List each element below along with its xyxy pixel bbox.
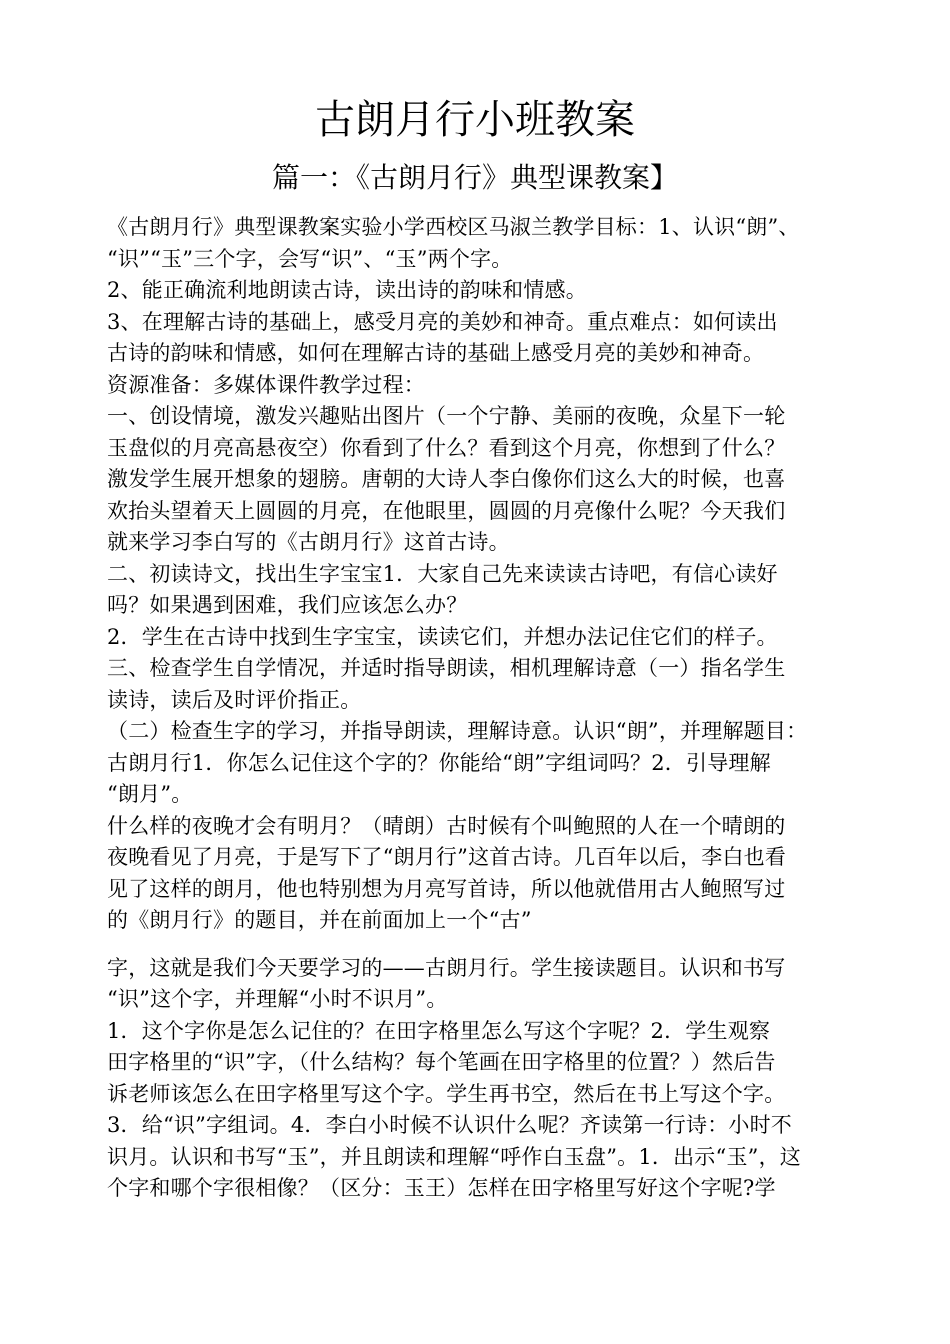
text-line: 田字格里的“识”字，（什么结构？每个笔画在田字格里的位置？）然后告 [107,1050,776,1074]
paragraph-gap [107,937,857,953]
text-line: 激发学生展开想象的翅膀。唐朝的大诗人李白像你们这么大的时候，也喜 [107,467,786,491]
text-line: 欢抬头望着天上圆圆的月亮，在他眼里，圆圆的月亮像什么呢？今天我们 [107,498,786,523]
text-line: 见了这样的朗月，他也特别想为月亮写首诗，所以他就借用古人鲍照写过 [107,876,786,901]
text-line: 读诗，读后及时评价指正。 [107,687,362,712]
text-line: 2．学生在古诗中找到生字宝宝，读读它们，并想办法记住它们的样子。 [107,624,778,649]
text-line: 3、在理解古诗的基础上，感受月亮的美妙和神奇。重点难点：如何读出 [107,309,778,334]
text-line: 三、检查学生自学情况，并适时指导朗读，相机理解诗意（一）指名学生 [107,656,786,680]
text-line: 资源准备：多媒体课件教学过程： [107,372,425,397]
text-line: 1．这个字你是怎么记住的？在田字格里怎么写这个字呢？2．学生观察 [107,1018,771,1043]
text-line: 什么样的夜晚才会有明月？（晴朗）古时候有个叫鲍照的人在一个晴朗的 [107,813,786,838]
text-line: 古朗月行1．你怎么记住这个字的？你能给“朗”字组词吗？2．引导理解 [107,750,771,775]
text-line: “识”“玉”三个字，会写“识”、“玉”两个字。 [107,246,513,271]
text-line: “识”这个字，并理解“小时不识月”。 [107,987,448,1011]
text-line: 个字和哪个字很相像？（区分：玉王）怎样在田字格里写好这个字呢?学 [107,1176,776,1200]
document-title: 古朗月行小班教案 [315,97,635,143]
text-line: “朗月”。 [107,782,193,806]
text-line: 玉盘似的月亮高悬夜空）你看到了什么？看到这个月亮，你想到了什么？ [107,435,786,460]
text-line: 就来学习李白写的《古朗月行》这首古诗。 [107,530,510,554]
text-line: 古诗的韵味和情感，如何在理解古诗的基础上感受月亮的美妙和神奇。 [107,341,765,365]
text-line: 的《朗月行》的题目，并在前面加上一个“古” [107,908,532,932]
text-line: 一、创设情境，激发兴趣贴出图片（一个宁静、美丽的夜晚，众星下一轮 [107,404,786,428]
document-body [107,212,857,1205]
text-line: 二、初读诗文，找出生字宝宝1．大家自己先来读读古诗吧，有信心读好 [107,561,778,586]
text-line: 识月。认识和书写“玉”，并且朗读和理解“呼作白玉盘”。1．出示“玉”，这 [107,1144,801,1169]
text-line: 3．给“识”字组词。4．李白小时候不认识什么呢？齐读第一行诗：小时不 [107,1113,792,1137]
document-subtitle: 篇一：《古朗月行》典型课教案】 [271,161,678,194]
text-line: 吗？如果遇到困难，我们应该怎么办？ [107,593,468,617]
text-line: （二）检查生字的学习，并指导朗读，理解诗意。认识“朗”，并理解题目： [107,719,808,743]
text-line: 《古朗月行》典型课教案实验小学西校区马淑兰教学目标：1、认识“朗”、 [107,215,800,239]
text-line: 诉老师该怎么在田字格里写这个字。学生再书空，然后在书上写这个字。 [107,1081,786,1106]
text-line: 2、能正确流利地朗读古诗，读出诗的韵味和情感。 [107,278,587,302]
text-line: 字，这就是我们今天要学习的——古朗月行。学生接读题目。认识和书写 [107,955,786,980]
text-line: 夜晚看见了月亮，于是写下了“朗月行”这首古诗。几百年以后，李白也看 [107,845,787,869]
